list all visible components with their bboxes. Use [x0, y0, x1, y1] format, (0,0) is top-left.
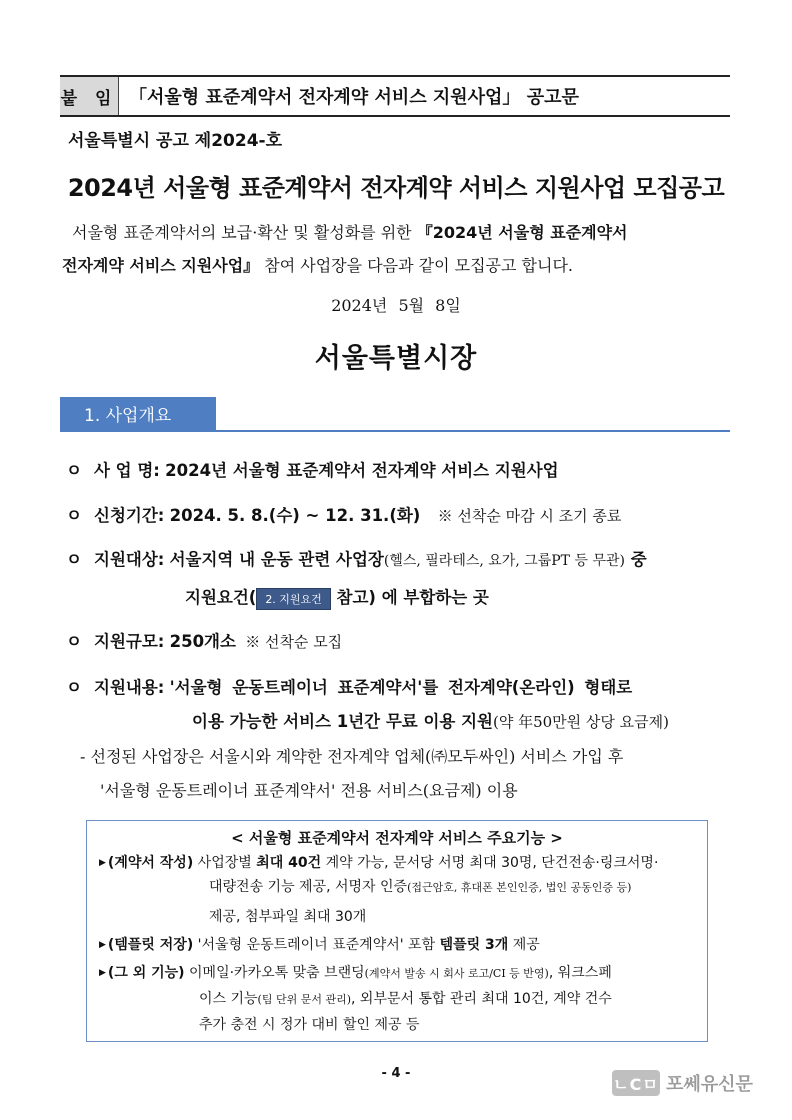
triangle-bullet-icon: ▶	[99, 858, 106, 868]
bullet-icon: ㅇ	[66, 506, 82, 525]
intro-bold: 전자계약 서비스 지원사업』	[62, 256, 260, 275]
list-item-period	[66, 502, 621, 526]
sub-bullet-cont: '서울형 운동트레이너 표준계약서' 전용 서비스(요금제) 이용	[100, 781, 518, 800]
page-title: 2024년 서울형 표준계약서 전자계약 서비스 지원사업 모집공고	[67, 174, 725, 202]
feature-row-other	[99, 961, 699, 986]
bullet-icon: ㅇ	[66, 678, 82, 697]
feature-detail: (팀 단위 문서 관리)	[257, 993, 352, 1006]
issuer: 서울특별시장	[314, 343, 478, 374]
feature-text: 추가 충전 시 정가 대비 할인 제공 등	[199, 1017, 420, 1033]
list-item-content-cont	[192, 708, 669, 732]
bullet-icon: ㅇ	[66, 550, 82, 569]
bullet-icon: ㅇ	[66, 632, 82, 651]
item-label: 신청기간:	[94, 506, 165, 525]
feature-detail: (계약서 발송 시 회사 로고/CI 등 반영)	[364, 967, 549, 980]
item-value: 250개소	[169, 632, 236, 651]
feature-text: 이스 기능	[199, 991, 258, 1007]
page-number: - 4 -	[381, 1066, 411, 1081]
item-label: 지원대상:	[94, 550, 165, 569]
list-item-target	[66, 546, 746, 570]
item-value: 서울지역 내 운동 관련 사업장	[169, 550, 384, 569]
feature-label: (그 외 기능)	[107, 965, 185, 981]
item-text: 참고) 에 부합하는 곳	[330, 588, 489, 607]
attachment-tag: 붙 임	[60, 77, 119, 115]
item-value-tail: 중	[624, 550, 647, 569]
item-note: ※ 선착순 마감 시 조기 종료	[437, 507, 622, 525]
item-value: '서울형 운동트레이너 표준계약서'를 전자계약(온라인) 형태로	[169, 678, 633, 697]
feature-text: , 워크스페	[548, 965, 612, 981]
item-text: 지원요건(	[185, 588, 257, 607]
triangle-bullet-icon: ▶	[99, 968, 106, 978]
feature-detail: (접근암호, 휴대폰 본인인증, 법인 공동인증 등)	[407, 881, 632, 894]
feature-text: 사업장별	[193, 855, 257, 871]
attachment-header	[60, 75, 730, 117]
feature-text: 제공, 첨부파일 최대 30개	[209, 909, 367, 925]
item-value: 2024년 서울형 표준계약서 전자계약 서비스 지원사업	[165, 461, 559, 480]
feature-box	[86, 820, 708, 1042]
triangle-bullet-icon: ▶	[99, 940, 106, 950]
item-label: 지원내용:	[94, 678, 165, 697]
intro-text: 참여 사업장을 다음과 같이 모집공고 합니다.	[259, 256, 573, 275]
section-divider	[60, 430, 730, 432]
notice-number: 서울특별시 공고 제2024-호	[68, 131, 283, 151]
list-item-scale	[66, 628, 342, 652]
feature-text: 계약 가능, 문서당 서명 최대 30명, 단건전송·링크서명·	[321, 855, 659, 871]
feature-row-contract	[99, 851, 699, 875]
notice-date: 2024년 5월 8일	[331, 296, 461, 315]
feature-highlight: 최대 40건	[256, 855, 322, 871]
feature-text: 대량전송 기능 제공, 서명자 인증	[209, 879, 408, 895]
item-value: 2024. 5. 8.(수) ~ 12. 31.(화)	[169, 506, 421, 525]
item-detail: (약 年50만원 상당 요금제)	[492, 713, 670, 731]
feature-row-template	[99, 933, 699, 957]
feature-label: (계약서 작성)	[107, 855, 194, 871]
feature-highlight: 템플릿 3개	[439, 937, 509, 953]
intro-bold: 『2024년 서울형 표준계약서	[416, 223, 628, 242]
intro-text: 서울형 표준계약서의 보급·확산 및 활성화를 위한	[72, 223, 417, 242]
feature-text: 제공	[508, 937, 540, 953]
watermark-text: 포쎄유신문	[666, 1074, 753, 1095]
item-note: ※ 선착순 모집	[245, 633, 343, 651]
attachment-title: 「서울형 표준계약서 전자계약 서비스 지원사업」 공고문	[129, 87, 579, 108]
sub-bullet: - 선정된 사업장은 서울시와 계약한 전자계약 업체(㈜모두싸인) 서비스 가입 후	[80, 747, 624, 766]
feature-text: , 외부문서 통합 관리 최대 10건, 계약 건수	[351, 991, 612, 1007]
feature-box-title: < 서울형 표준계약서 전자계약 서비스 주요기능 >	[231, 829, 563, 847]
intro-paragraph	[62, 216, 742, 282]
list-item-name	[66, 457, 559, 481]
feature-text: 이메일·카카오톡 맞춤 브랜딩	[184, 965, 365, 981]
feature-text: '서울형 운동트레이너 표준계약서' 포함	[193, 937, 440, 953]
requirement-badge: 2. 지원요건	[256, 588, 331, 610]
feature-label: (템플릿 저장)	[107, 937, 194, 953]
item-label: 사 업 명:	[94, 461, 160, 480]
list-item-target-cont	[185, 584, 489, 610]
bullet-icon: ㅇ	[66, 461, 82, 480]
list-item-content	[66, 674, 632, 698]
item-text: 이용 가능한 서비스 1년간 무료 이용 지원	[192, 712, 493, 731]
section-heading: 1. 사업개요	[60, 397, 216, 430]
watermark-logo: ㄴCㅁ	[612, 1070, 660, 1096]
watermark	[612, 1070, 753, 1096]
item-label: 지원규모:	[94, 632, 165, 651]
item-detail: (헬스, 필라테스, 요가, 그룹PT 등 무관)	[383, 553, 625, 569]
